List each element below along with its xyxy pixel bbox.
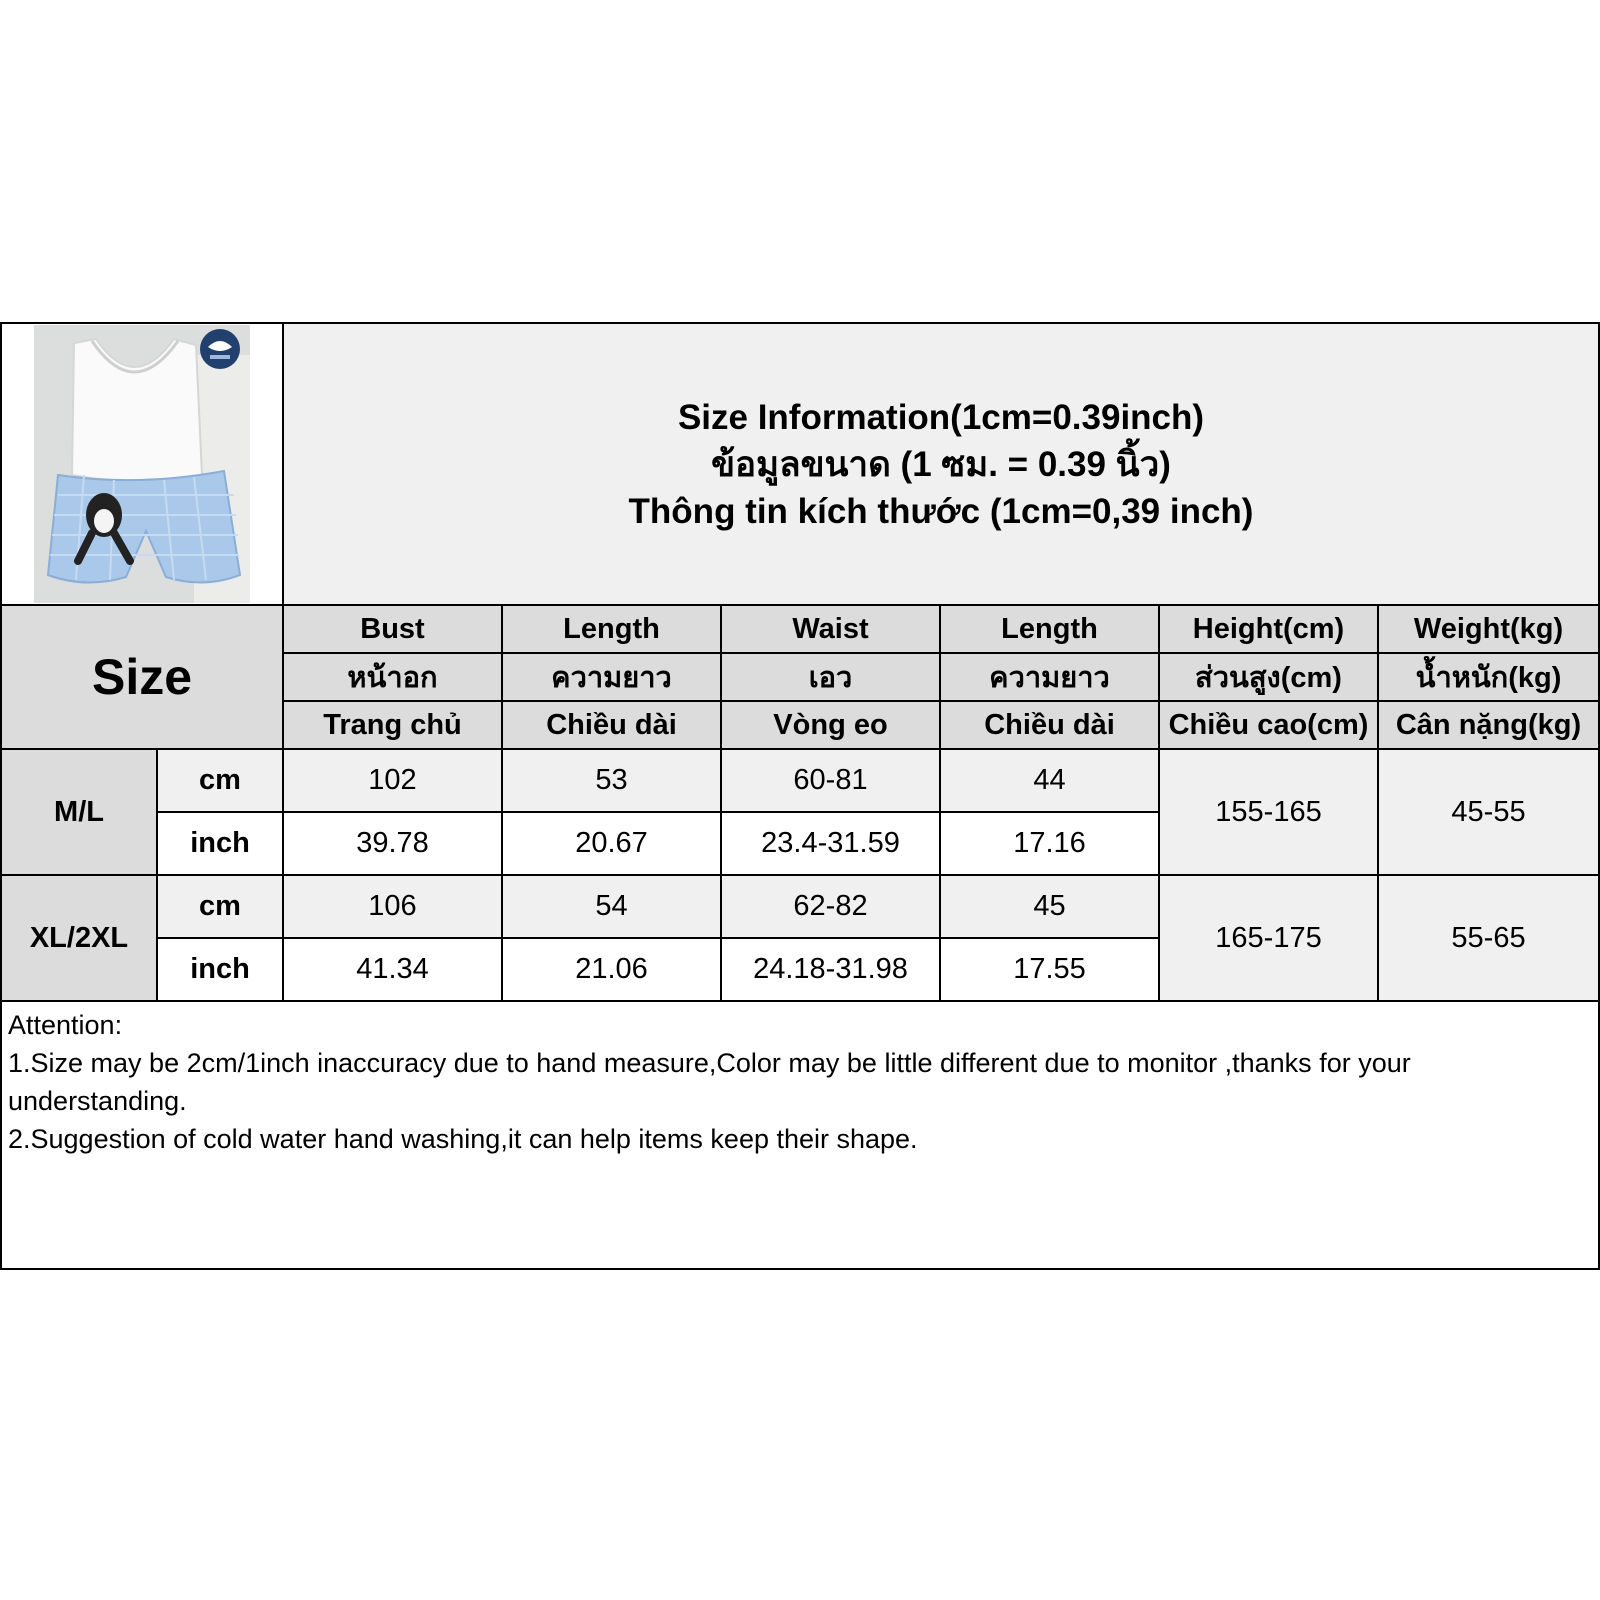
header-height-en: Height(cm) xyxy=(1159,605,1378,653)
cell-bust: 39.78 xyxy=(283,812,502,875)
attention-note-1: 1.Size may be 2cm/1inch inaccuracy due to hand measure,Color may be little different due to monitor ,thanks for your understanding. xyxy=(8,1048,1411,1116)
header-waist-en: Waist xyxy=(721,605,940,653)
size-name: M/L xyxy=(1,749,157,875)
size-column-label: Size xyxy=(1,605,283,749)
header-top-length-th: ความยาว xyxy=(502,653,721,701)
cell-top-length: 21.06 xyxy=(502,938,721,1001)
header-shorts-length-en: Length xyxy=(940,605,1159,653)
cell-top-length: 54 xyxy=(502,875,721,938)
cell-bust: 41.34 xyxy=(283,938,502,1001)
title-vietnamese: Thông tin kích thước (1cm=0,39 inch) xyxy=(628,491,1254,531)
header-bust-th: หน้าอก xyxy=(283,653,502,701)
header-bust-vi: Trang chủ xyxy=(283,701,502,749)
cell-shorts-length: 44 xyxy=(940,749,1159,812)
cell-waist: 62-82 xyxy=(721,875,940,938)
attention-heading: Attention: xyxy=(8,1010,123,1040)
cell-height: 165-175 xyxy=(1159,875,1378,1001)
size-table xyxy=(0,322,1600,1270)
unit-label: cm xyxy=(157,875,283,938)
cell-weight: 55-65 xyxy=(1378,875,1599,1001)
table-row xyxy=(1,749,1599,812)
header-waist-th: เอว xyxy=(721,653,940,701)
unit-label: inch xyxy=(157,938,283,1001)
table-row xyxy=(1,875,1599,938)
size-name: XL/2XL xyxy=(1,875,157,1001)
cell-shorts-length: 17.55 xyxy=(940,938,1159,1001)
cell-top-length: 20.67 xyxy=(502,812,721,875)
header-weight-th: น้ำหนัก(kg) xyxy=(1378,653,1599,701)
header-shorts-length-vi: Chiều dài xyxy=(940,701,1159,749)
cell-bust: 106 xyxy=(283,875,502,938)
size-chart-sheet xyxy=(0,322,1600,1279)
product-photo xyxy=(34,325,250,603)
header-waist-vi: Vòng eo xyxy=(721,701,940,749)
cell-bust: 102 xyxy=(283,749,502,812)
cell-waist: 23.4-31.59 xyxy=(721,812,940,875)
header-height-vi: Chiều cao(cm) xyxy=(1159,701,1378,749)
cell-shorts-length: 17.16 xyxy=(940,812,1159,875)
attention-notes xyxy=(1,1001,1599,1269)
header-height-th: ส่วนสูง(cm) xyxy=(1159,653,1378,701)
header-bust-en: Bust xyxy=(283,605,502,653)
attention-note-2: 2.Suggestion of cold water hand washing,it can help items keep their shape. xyxy=(8,1124,918,1154)
unit-label: inch xyxy=(157,812,283,875)
header-weight-vi: Cân nặng(kg) xyxy=(1378,701,1599,749)
title-english: Size Information(1cm=0.39inch) xyxy=(677,397,1205,437)
cell-shorts-length: 45 xyxy=(940,875,1159,938)
header-shorts-length-th: ความยาว xyxy=(940,653,1159,701)
cell-waist: 24.18-31.98 xyxy=(721,938,940,1001)
unit-label: cm xyxy=(157,749,283,812)
title-block xyxy=(283,323,1599,605)
header-top-length-en: Length xyxy=(502,605,721,653)
product-photo-cell xyxy=(1,323,283,605)
header-top-length-vi: Chiều dài xyxy=(502,701,721,749)
header-weight-en: Weight(kg) xyxy=(1378,605,1599,653)
cell-top-length: 53 xyxy=(502,749,721,812)
cell-weight: 45-55 xyxy=(1378,749,1599,875)
cell-height: 155-165 xyxy=(1159,749,1378,875)
cell-waist: 60-81 xyxy=(721,749,940,812)
title-thai: ข้อมูลขนาด (1 ซม. = 0.39 นิ้ว) xyxy=(711,444,1171,484)
